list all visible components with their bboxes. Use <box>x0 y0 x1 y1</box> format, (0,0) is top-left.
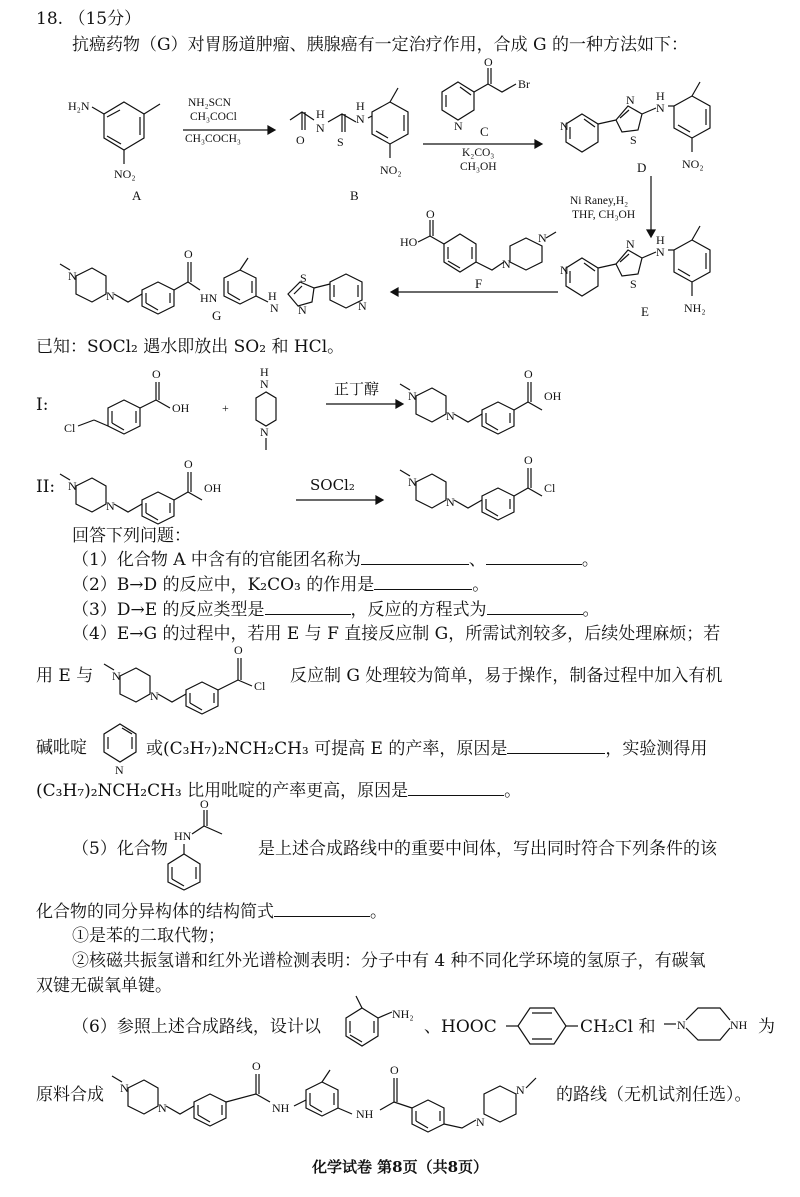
svg-text:OH: OH <box>172 401 190 415</box>
svg-text:N: N <box>106 289 115 303</box>
svg-text:N: N <box>120 1081 129 1095</box>
svg-text:N: N <box>408 389 417 403</box>
svg-text:H: H <box>268 289 277 303</box>
question-6-sep1: 、HOOC <box>424 1017 497 1037</box>
question-5-line2-text: 化合物的同分异构体的结构简式 <box>36 902 274 922</box>
answer-blank-4a[interactable] <box>507 737 605 754</box>
answer-blank-4b[interactable] <box>408 779 504 796</box>
svg-text:O: O <box>484 55 493 69</box>
question-5-end: 。 <box>370 902 387 922</box>
svg-text:N: N <box>656 101 665 115</box>
question-3 <box>72 598 600 621</box>
svg-text:NO₂: NO₂ <box>114 167 136 181</box>
svg-text:HO: HO <box>400 235 418 249</box>
svg-text:+: + <box>222 401 229 415</box>
question-4-end: 。 <box>504 781 522 801</box>
reaction-I-reactant2 <box>254 362 314 452</box>
question-6-methylpiperazine <box>664 998 760 1050</box>
svg-text:O: O <box>184 247 193 261</box>
known-text: 已知：SOCl₂ 遇水即放出 SO₂ 和 HCl。 <box>36 337 345 357</box>
page-footer: 化学试卷 第8页（共8页） <box>311 1158 489 1176</box>
question-6-end1: 为 <box>758 1017 775 1037</box>
svg-text:N: N <box>260 377 269 391</box>
question-4-line2b: 反应制 G 处理较为简单，易于操作，制备过程中加入有机 <box>290 666 723 686</box>
svg-text:N: N <box>115 763 124 777</box>
svg-text:O: O <box>390 1063 399 1077</box>
reaction-II-label: II: <box>36 477 56 497</box>
svg-text:N: N <box>150 689 159 703</box>
answer-blank-3a[interactable] <box>265 598 351 615</box>
compound-G-structure <box>60 240 390 320</box>
label-F: F <box>475 276 483 291</box>
label-G: G <box>212 308 222 323</box>
svg-text:OH: OH <box>544 389 562 403</box>
svg-text:S: S <box>630 133 637 147</box>
compound-F-structure <box>400 207 570 284</box>
svg-text:N: N <box>656 245 665 259</box>
svg-text:O: O <box>524 453 533 467</box>
svg-text:N: N <box>502 257 511 271</box>
label-B: B <box>350 188 359 203</box>
question-4-acyl-chloride <box>104 640 294 720</box>
cond-B-D-1: K₂CO₃ <box>462 147 495 159</box>
svg-text:N: N <box>408 475 417 489</box>
svg-text:S: S <box>630 277 637 291</box>
question-2 <box>72 573 489 596</box>
label-D: D <box>637 160 647 175</box>
svg-text:N: N <box>316 121 325 135</box>
arrow-E-G <box>390 288 560 298</box>
compound-A-structure <box>68 88 180 198</box>
question-4-line2a: 用 E 与 <box>36 666 94 686</box>
question-5-line2 <box>36 900 387 923</box>
reaction-I-reactant1 <box>60 368 250 448</box>
svg-text:H: H <box>656 233 665 247</box>
svg-text:NH: NH <box>730 1018 748 1032</box>
arrow-reaction-II <box>296 496 386 506</box>
question-4-line1: （4）E→G 的过程中，若用 E 与 F 直接反应制 G，所需试剂较多，后续处理麻烦；若 <box>72 624 721 644</box>
svg-text:NO₂: NO₂ <box>682 157 704 171</box>
svg-text:S: S <box>337 135 344 149</box>
svg-text:Cl: Cl <box>544 481 556 495</box>
question-intro: 抗癌药物（G）对胃肠道肿瘤、胰腺癌有一定治疗作用，合成 G 的一种方法如下： <box>72 35 688 55</box>
question-6-a: （6）参照上述合成路线，设计以 <box>72 1017 321 1037</box>
svg-text:NH₂: NH₂ <box>392 1007 414 1021</box>
answer-blank-3b[interactable] <box>487 598 583 615</box>
svg-text:HN: HN <box>200 291 218 305</box>
question-3-text-a: （3）D→E 的反应类型是 <box>72 600 265 620</box>
svg-text:S: S <box>300 271 307 285</box>
svg-text:N: N <box>560 119 569 133</box>
question-header <box>36 8 141 30</box>
question-4-line3b: 或(C₃H₇)₂NCH₂CH₃ 可提高 E 的产率，原因是 <box>146 739 508 759</box>
svg-text:N: N <box>270 301 279 315</box>
question-2-end: 。 <box>472 575 490 595</box>
question-1-end: 。 <box>581 550 599 570</box>
answer-blank-5[interactable] <box>274 900 370 917</box>
reaction-II-condition: SOCl₂ <box>310 476 355 494</box>
answer-blank-1b[interactable] <box>486 548 582 565</box>
svg-text:O: O <box>234 643 243 657</box>
svg-text:N: N <box>476 1115 485 1129</box>
question-1-sep: 、 <box>468 550 486 570</box>
arrow-reaction-I <box>326 400 406 410</box>
question-6-line2b: 的路线（无机试剂任选）。 <box>556 1085 752 1105</box>
question-5-a: （5）化合物 <box>72 839 168 859</box>
reaction-I-condition: 正丁醇 <box>334 380 380 398</box>
svg-text:N: N <box>677 1018 686 1032</box>
svg-text:N: N <box>454 119 463 133</box>
question-6-benzene-ring <box>506 1000 586 1050</box>
svg-text:H: H <box>260 365 269 379</box>
compound-B-structure <box>290 88 440 198</box>
svg-text:O: O <box>152 367 161 381</box>
question-6-ch2cl: CH₂Cl 和 <box>580 1017 656 1037</box>
question-4-line3 <box>36 737 87 759</box>
question-2-text: （2）B→D 的反应中，K₂CO₃ 的作用是 <box>72 575 375 595</box>
svg-text:Br: Br <box>518 77 530 91</box>
question-4-line3-rest <box>146 737 707 760</box>
question-score: （15分） <box>68 9 142 29</box>
cond-A-B-3: CH₃COCH₃ <box>185 133 241 145</box>
svg-text:N: N <box>560 263 569 277</box>
answer-blank-2[interactable] <box>374 573 472 590</box>
question-6-o-toluidine <box>342 994 422 1052</box>
cond-B-D-2: CH₃OH <box>460 161 497 173</box>
svg-text:N: N <box>516 1083 525 1097</box>
question-number: 18. <box>36 9 64 29</box>
question-5-cond2b: 双键无碳氧单键。 <box>36 976 172 996</box>
question-1-text: （1）化合物 A 中含有的官能团名称为 <box>72 550 361 570</box>
svg-text:O: O <box>184 457 193 471</box>
svg-text:O: O <box>426 207 435 221</box>
question-5-cond1: ①是苯的二取代物； <box>72 926 225 946</box>
reaction-II-reactant <box>60 450 280 530</box>
cond-A-B-2: CH₃COCl <box>190 111 237 123</box>
question-3-end: 。 <box>582 600 600 620</box>
label-C: C <box>480 124 489 139</box>
question-4-line3a: 碱吡啶 <box>36 738 87 758</box>
svg-text:N: N <box>626 93 635 107</box>
svg-text:H: H <box>656 89 665 103</box>
svg-text:O: O <box>252 1059 261 1073</box>
question-6-target-molecule <box>112 1052 558 1132</box>
label-E: E <box>641 304 649 319</box>
compound-E-structure <box>560 226 740 326</box>
svg-text:NO₂: NO₂ <box>380 163 402 177</box>
svg-text:NH: NH <box>272 1101 290 1115</box>
reaction-I-product <box>400 360 610 440</box>
compound-C-structure <box>438 55 538 133</box>
svg-text:N: N <box>356 112 365 126</box>
svg-text:N: N <box>158 1101 167 1115</box>
svg-text:N: N <box>538 231 547 245</box>
svg-text:H: H <box>356 99 365 113</box>
svg-text:O: O <box>200 797 209 811</box>
question-5-cond2a: ②核磁共振氢谱和红外光谱检测表明：分子中有 4 种不同化学环境的氢原子，有碳氧 <box>72 951 706 971</box>
cond-D-E-2: THF, CH₃OH <box>572 209 636 221</box>
cond-D-E-1: Ni Raney,H₂ <box>570 195 629 207</box>
svg-text:O: O <box>296 133 305 147</box>
svg-text:N: N <box>446 409 455 423</box>
question-4-line3c: ，实验测得用 <box>605 739 708 759</box>
svg-text:H: H <box>316 107 325 121</box>
cond-A-B-1: NH₂SCN <box>188 97 231 109</box>
question-6-line2a: 原料合成 <box>36 1085 104 1105</box>
questions-heading: 回答下列问题： <box>72 526 191 546</box>
reaction-II-product <box>400 446 610 526</box>
svg-text:HN: HN <box>174 829 192 843</box>
svg-text:N: N <box>358 299 367 313</box>
svg-text:N: N <box>68 479 77 493</box>
svg-text:N: N <box>106 499 115 513</box>
reaction-I-label: I: <box>36 395 49 415</box>
label-A: A <box>132 188 142 203</box>
svg-text:NH: NH <box>356 1107 374 1121</box>
pyridine-structure <box>100 718 144 776</box>
question-4-line4 <box>36 779 521 802</box>
svg-text:OH: OH <box>204 481 222 495</box>
question-4-line4-text: (C₃H₇)₂NCH₂CH₃ 比用吡啶的产率更高，原因是 <box>36 781 409 801</box>
svg-text:N: N <box>112 669 121 683</box>
svg-text:H₂N: H₂N <box>68 99 90 113</box>
question-5-acetanilide <box>170 797 260 890</box>
svg-text:Cl: Cl <box>64 421 76 435</box>
svg-text:N: N <box>68 269 77 283</box>
question-3-text-b: ，反应的方程式为 <box>350 600 487 620</box>
question-5-b: 是上述合成路线中的重要中间体，写出同时符合下列条件的该 <box>258 839 717 859</box>
answer-blank-1a[interactable] <box>361 548 469 565</box>
svg-text:N: N <box>298 303 307 317</box>
svg-text:N: N <box>446 495 455 509</box>
question-1 <box>72 548 599 571</box>
svg-text:Cl: Cl <box>254 679 266 693</box>
svg-text:N: N <box>260 425 269 439</box>
svg-text:O: O <box>524 367 533 381</box>
svg-text:NH₂: NH₂ <box>684 301 706 315</box>
svg-text:N: N <box>626 237 635 251</box>
